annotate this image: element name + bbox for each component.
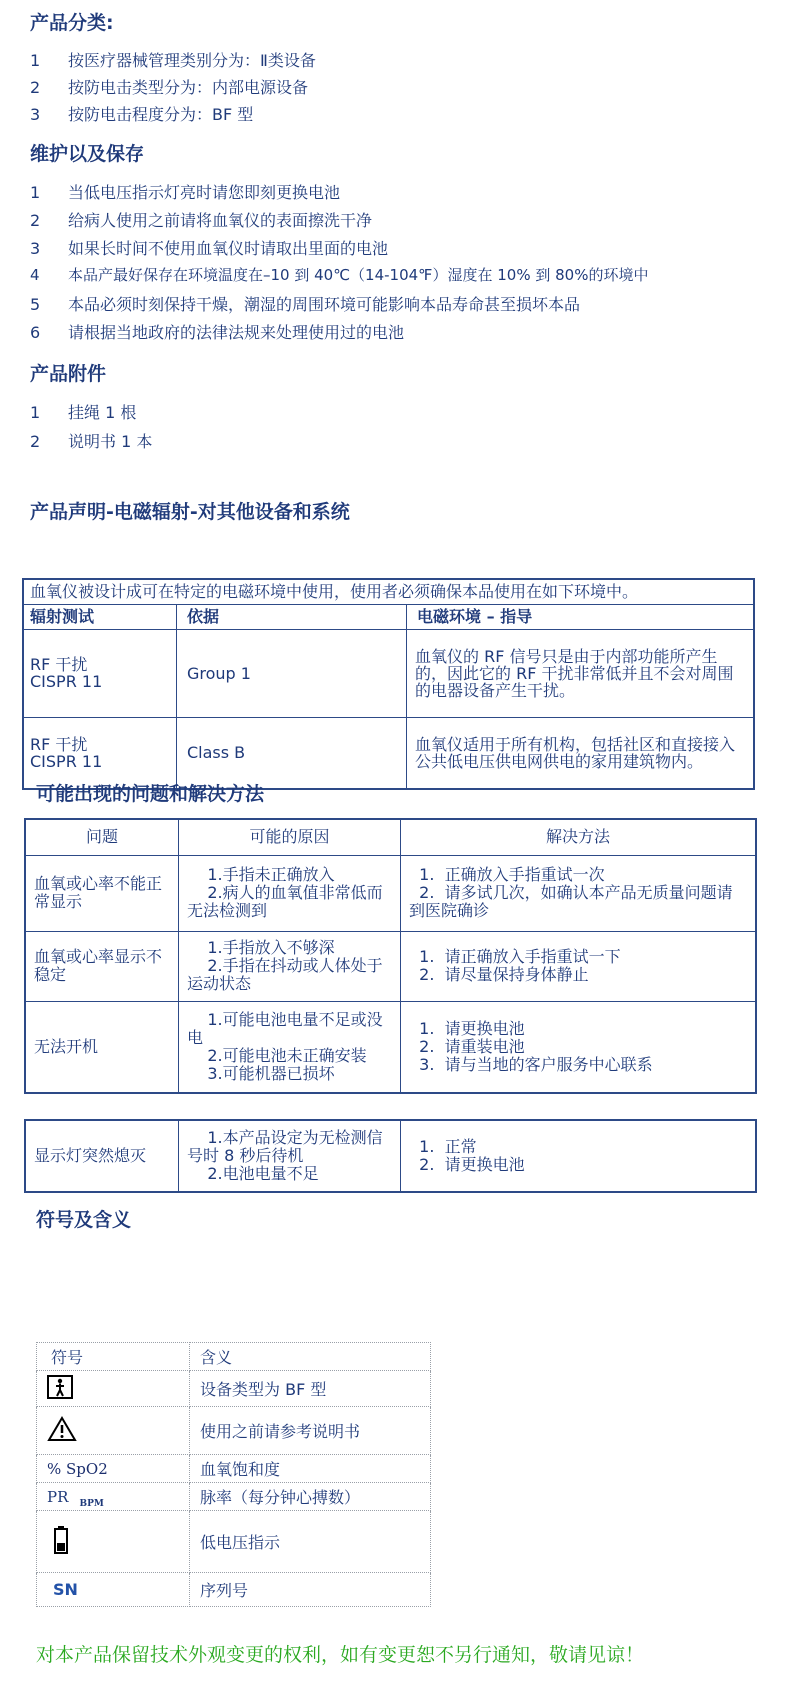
troubleshooting-extra-table	[24, 1119, 757, 1193]
table-cell: 无法开机	[25, 1001, 179, 1093]
table-cell: RF 干扰 CISPR 11	[23, 717, 177, 789]
table-cell: 血氧仪适用于所有机构，包括社区和直接接入公共低电压供电网供电的家用建筑物内。	[407, 717, 755, 789]
table-cell: Group 1	[177, 629, 407, 717]
table-cell: 1.手指未正确放入 2.病人的血氧值非常低而无法检测到	[179, 855, 401, 931]
table-row	[37, 1407, 431, 1455]
footer-notice: 对本产品保留技术外观变更的权利，如有变更恕不另行通知，敬请见谅！	[36, 1644, 645, 1666]
list-item: 2 按防电击类型分为：内部电源设备	[30, 78, 309, 97]
table-cell	[37, 1483, 190, 1511]
list-item: 4 本品产最好保存在环境温度在–10 到 40℃（14-104℉）湿度在 10% 到 80%的环境中	[30, 266, 649, 284]
table-cell: 1.可能电池电量不足或没电 2.可能电池未正确安装 3.可能机器已损坏	[179, 1001, 401, 1093]
table-row	[25, 1001, 756, 1093]
symbols-table	[36, 1342, 431, 1607]
emc-heading: 产品声明-电磁辐射-对其他设备和系统	[30, 501, 350, 523]
table-cell	[37, 1407, 190, 1455]
column-header: 可能的原因	[179, 819, 401, 855]
table-row	[23, 579, 754, 604]
troubleshooting-heading: 可能出现的问题和解决方法	[36, 783, 265, 805]
maintenance-heading: 维护以及保存	[30, 143, 145, 165]
table-cell: 1. 请正确放入手指重试一下 2. 请尽量保持身体静止	[401, 931, 757, 1001]
table-cell: 低电压指示	[190, 1511, 431, 1573]
classification-heading: 产品分类:	[30, 12, 114, 34]
table-cell	[37, 1371, 190, 1407]
sn-symbol: SN	[37, 1573, 190, 1607]
table-row	[37, 1573, 431, 1607]
table-cell: 血氧或心率显示不稳定	[25, 931, 179, 1001]
table-cell: 1. 正常 2. 请更换电池	[401, 1120, 757, 1192]
emc-intro: 血氧仪被设计成可在特定的电磁环境中使用，使用者必须确保本品使用在如下环境中。	[23, 579, 754, 604]
list-item: 3 如果长时间不使用血氧仪时请取出里面的电池	[30, 239, 389, 258]
table-row	[37, 1483, 431, 1511]
table-cell: Class B	[177, 717, 407, 789]
list-item: 1 挂绳 1 根	[30, 403, 137, 422]
table-cell: 血氧或心率不能正常显示	[25, 855, 179, 931]
bf-type-icon	[47, 1375, 73, 1403]
column-header: 解决方法	[401, 819, 757, 855]
emc-table	[22, 578, 755, 790]
column-header: 电磁环境 – 指导	[407, 604, 755, 629]
table-cell: 血氧仪的 RF 信号只是由于内部功能所产生的，因此它的 RF 干扰非常低并且不会对周围的电器设备产生干扰。	[407, 629, 755, 717]
symbols-heading: 符号及含义	[36, 1209, 132, 1231]
column-header: 符号	[37, 1343, 190, 1371]
troubleshooting-table	[24, 818, 757, 1094]
warning-icon	[47, 1416, 77, 1446]
pr-symbol: PR	[47, 1488, 69, 1506]
list-item: 2 给病人使用之前请将血氧仪的表面擦洗干净	[30, 211, 373, 230]
table-row	[25, 855, 756, 931]
column-header: 问题	[25, 819, 179, 855]
table-cell: 1. 请更换电池 2. 请重装电池 3. 请与当地的客户服务中心联系	[401, 1001, 757, 1093]
table-header-row	[37, 1343, 431, 1371]
table-row	[23, 629, 754, 717]
table-cell: RF 干扰 CISPR 11	[23, 629, 177, 717]
table-cell: 1. 正确放入手指重试一次 2. 请多试几次，如确认本产品无质量问题请到医院确诊	[401, 855, 757, 931]
table-header-row	[25, 819, 756, 855]
accessories-heading: 产品附件	[30, 363, 107, 385]
table-cell: 设备类型为 BF 型	[190, 1371, 431, 1407]
list-item: 2 说明书 1 本	[30, 432, 153, 451]
table-cell: 使用之前请参考说明书	[190, 1407, 431, 1455]
table-row	[25, 1120, 756, 1192]
bpm-symbol: BPM	[79, 1499, 104, 1509]
list-item: 6 请根据当地政府的法律法规来处理使用过的电池	[30, 323, 405, 342]
table-cell	[37, 1511, 190, 1573]
list-item: 1 按医疗器械管理类别分为：Ⅱ类设备	[30, 51, 316, 70]
table-cell: 1.手指放入不够深 2.手指在抖动或人体处于运动状态	[179, 931, 401, 1001]
list-item: 5 本品必须时刻保持干燥，潮湿的周围环境可能影响本品寿命甚至损坏本品	[30, 295, 581, 314]
table-cell: 血氧饱和度	[190, 1455, 431, 1483]
column-header: 含义	[190, 1343, 431, 1371]
table-header-row	[23, 604, 754, 629]
column-header: 辐射测试	[23, 604, 177, 629]
table-row	[37, 1371, 431, 1407]
table-cell: 序列号	[190, 1573, 431, 1607]
battery-low-icon	[53, 1525, 69, 1559]
table-cell: 脉率（每分钟心搏数）	[190, 1483, 431, 1511]
table-row	[37, 1455, 431, 1483]
table-row	[25, 931, 756, 1001]
list-item: 3 按防电击程度分为：BF 型	[30, 105, 254, 124]
column-header: 依据	[177, 604, 407, 629]
spo2-symbol: % SpO2	[37, 1455, 190, 1483]
table-cell: 1.本产品设定为无检测信号时 8 秒后待机 2.电池电量不足	[179, 1120, 401, 1192]
table-cell: 显示灯突然熄灭	[25, 1120, 179, 1192]
table-row	[37, 1511, 431, 1573]
list-item: 1 当低电压指示灯亮时请您即刻更换电池	[30, 183, 341, 202]
